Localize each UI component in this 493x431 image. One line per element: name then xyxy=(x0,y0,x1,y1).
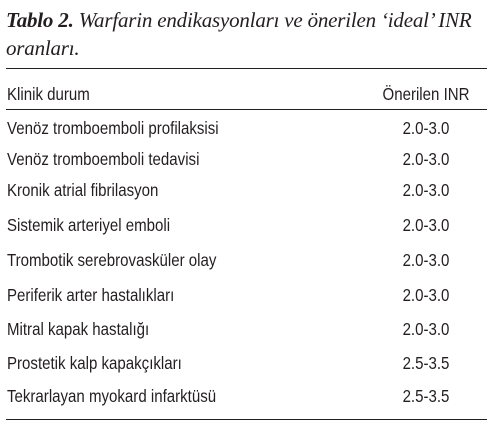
table-row-inr: 2.0-3.0 xyxy=(402,118,450,138)
table-row-condition: Venöz tromboemboli tedavisi xyxy=(7,149,200,169)
table-caption-label: Tablo 2. xyxy=(6,8,74,32)
table-row-condition: Tekrarlayan myokard infarktüsü xyxy=(7,386,217,406)
table-row-condition: Periferik arter hastalıkları xyxy=(7,285,175,305)
table-row-inr: 2.0-3.0 xyxy=(402,250,450,270)
table-row-condition: Prostetik kalp kapakçıkları xyxy=(7,353,182,373)
column-header-inr: Önerilen INR xyxy=(382,84,470,104)
table-header-rule xyxy=(6,109,487,110)
table-row-condition: Sistemik arteriyel emboli xyxy=(7,215,171,235)
table-row-inr: 2.0-3.0 xyxy=(402,215,450,235)
table-top-rule xyxy=(6,68,487,69)
column-header-condition: Klinik durum xyxy=(7,84,90,104)
table-row-inr: 2.0-3.0 xyxy=(402,285,450,305)
table-caption-text: Warfarin endikasyonları ve önerilen ‘ideal’ INR oranları. xyxy=(6,8,472,60)
table-row-condition: Kronik atrial fibrilasyon xyxy=(7,180,159,200)
table-row-inr: 2.0-3.0 xyxy=(402,319,450,339)
table-row-inr: 2.0-3.0 xyxy=(402,149,450,169)
table-caption xyxy=(6,6,490,62)
table-row-inr: 2.5-3.5 xyxy=(402,386,450,406)
table-row-condition: Mitral kapak hastalığı xyxy=(7,319,150,339)
table-row-condition: Venöz tromboemboli profilaksisi xyxy=(7,118,219,138)
table-row-condition: Trombotik serebrovasküler olay xyxy=(7,250,217,270)
table-row-inr: 2.0-3.0 xyxy=(402,180,450,200)
table-bottom-rule xyxy=(6,419,487,420)
table-row-inr: 2.5-3.5 xyxy=(402,353,450,373)
